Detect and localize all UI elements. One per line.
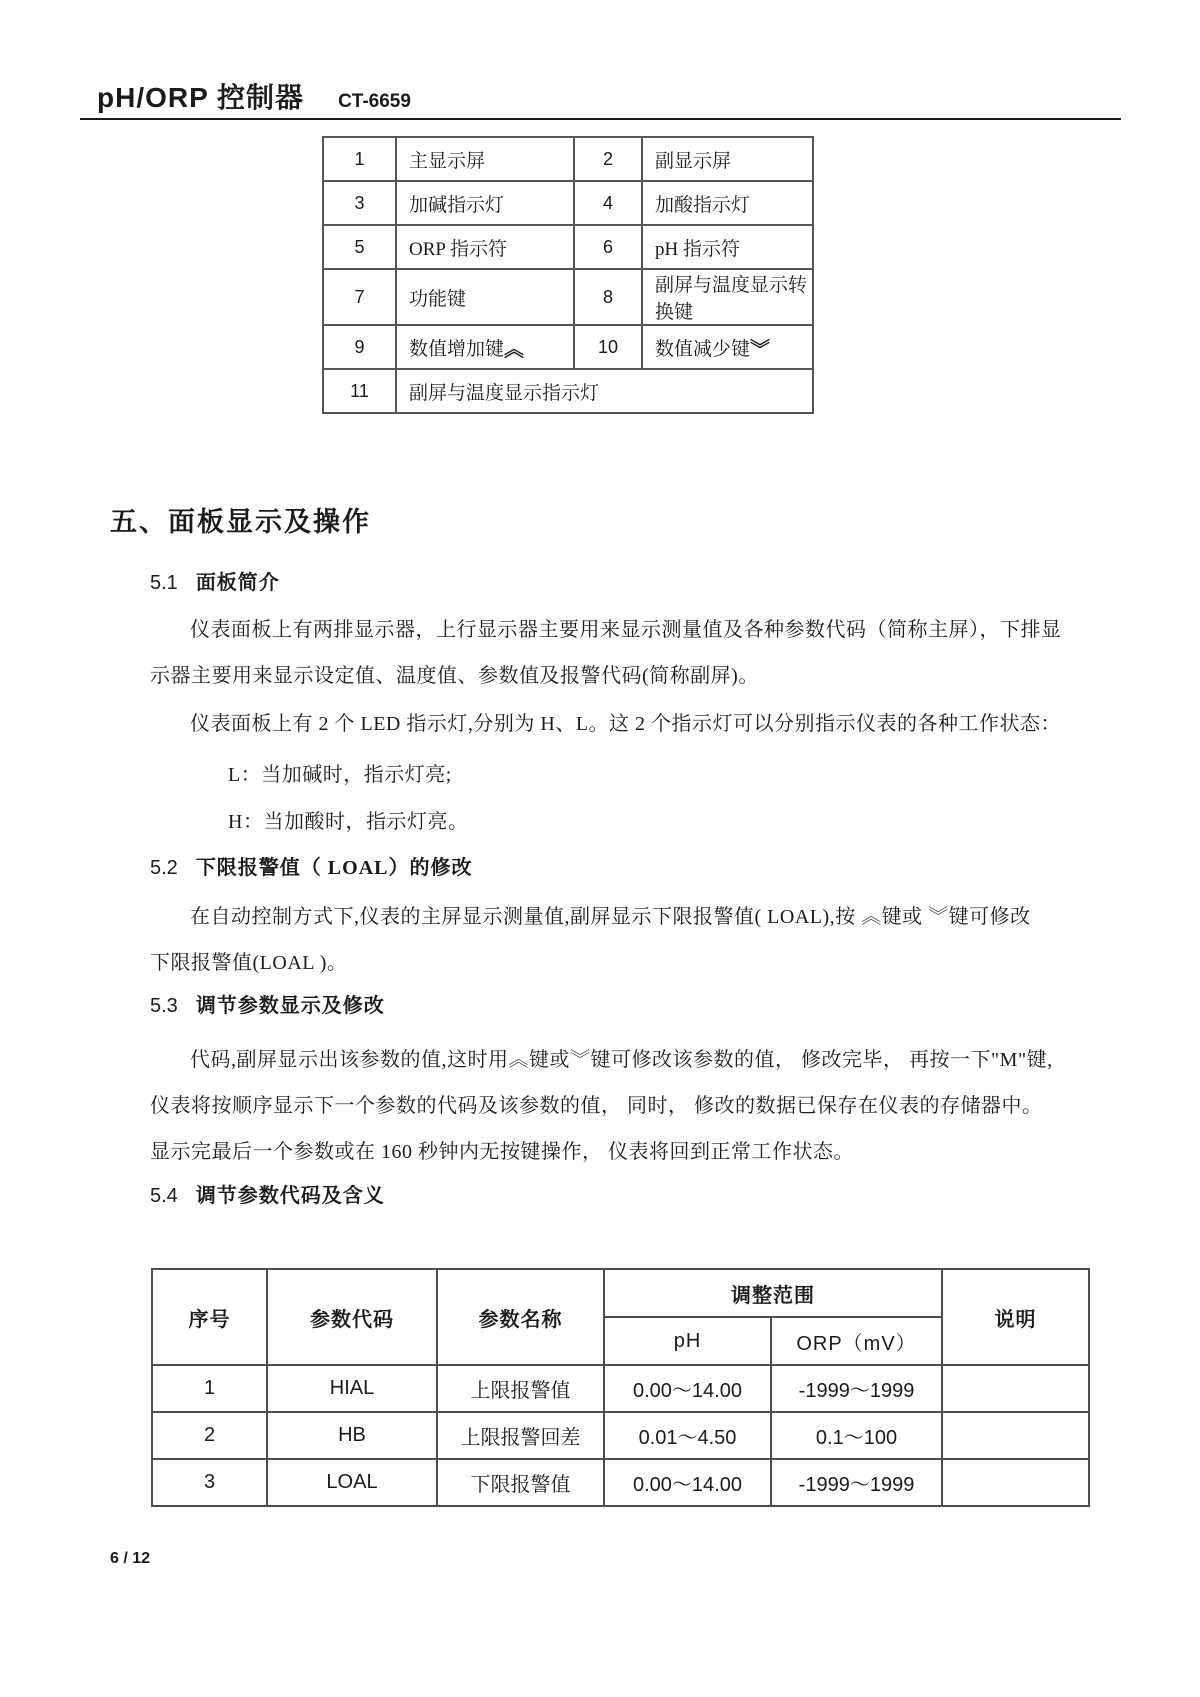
subsection-5-1-heading <box>150 566 280 595</box>
item-number: 10 <box>574 325 642 369</box>
text-line: 显示完最后一个参数或在 160 秒钟内无按键操作， 仪表将回到正常工作状态。 <box>150 1141 854 1163</box>
parameter-table <box>151 1268 1090 1507</box>
param-index: 3 <box>152 1459 267 1506</box>
paragraph <box>150 894 1031 986</box>
param-index: 2 <box>152 1412 267 1459</box>
subsection-title: 下限报警值（ LOAL）的修改 <box>195 857 473 879</box>
param-note <box>942 1365 1089 1412</box>
doc-model-number: CT-6659 <box>338 91 411 112</box>
header-rule <box>80 118 1121 120</box>
param-code: HB <box>267 1412 437 1459</box>
param-note <box>942 1412 1089 1459</box>
table-row <box>323 269 813 325</box>
item-number: 5 <box>323 225 396 269</box>
page-header <box>97 76 411 116</box>
param-name: 下限报警值 <box>437 1459 604 1506</box>
subsection-number: 5.3 <box>150 995 178 1017</box>
item-label: 加碱指示灯 <box>396 181 574 225</box>
doc-title: pH/ORP 控制器 <box>97 82 305 113</box>
param-orp-range: -1999～1999 <box>771 1459 942 1506</box>
col-header-code: 参数代码 <box>267 1269 437 1365</box>
item-number: 7 <box>323 269 396 325</box>
param-name: 上限报警回差 <box>437 1412 604 1459</box>
col-header-range: 调整范围 <box>604 1269 942 1317</box>
table-row <box>323 137 813 181</box>
subsection-title: 调节参数显示及修改 <box>195 995 385 1017</box>
double-down-chevron-icon: ︾ <box>750 338 771 361</box>
subsection-title: 调节参数代码及含义 <box>195 1185 385 1207</box>
item-number: 2 <box>574 137 642 181</box>
item-label: 副屏与温度显示转换键 <box>642 269 813 325</box>
text-line: 仪表将按顺序显示下一个参数的代码及该参数的值， 同时， 修改的数据已保存在仪表的存储器中。 <box>150 1095 1043 1117</box>
item-label: 主显示屏 <box>396 137 574 181</box>
param-orp-range: 0.1～100 <box>771 1412 942 1459</box>
table-row <box>323 181 813 225</box>
item-number: 3 <box>323 181 396 225</box>
table-row <box>323 325 813 369</box>
subsection-number: 5.1 <box>150 572 178 594</box>
table-row <box>152 1412 1089 1459</box>
table-header-row <box>152 1269 1089 1317</box>
text-line: 代码,副屏显示出该参数的值,这时用︽键或︾键可修改该参数的值， 修改完毕， 再按一下"M"键, <box>190 1049 1053 1071</box>
subsection-title: 面板简介 <box>195 572 280 594</box>
item-number: 11 <box>323 369 396 413</box>
item-number: 6 <box>574 225 642 269</box>
param-ph-range: 0.00～14.00 <box>604 1459 771 1506</box>
subsection-number: 5.4 <box>150 1185 178 1207</box>
subsection-5-3-heading <box>150 989 385 1018</box>
section-heading: 五、面板显示及操作 <box>110 507 371 537</box>
table-row <box>152 1459 1089 1506</box>
subsection-5-2-heading <box>150 851 473 880</box>
param-note <box>942 1459 1089 1506</box>
text-line: 仪表面板上有两排显示器，上行显示器主要用来显示测量值及各种参数代码（简称主屏），下排显 <box>190 619 1062 641</box>
increase-key-label: 数值增加键 <box>409 338 505 360</box>
text-line: 下限报警值(LOAL )。 <box>150 952 348 974</box>
param-orp-range: -1999～1999 <box>771 1365 942 1412</box>
col-header-ph: pH <box>604 1317 771 1365</box>
item-label: 加酸指示灯 <box>642 181 813 225</box>
param-ph-range: 0.00～14.00 <box>604 1365 771 1412</box>
text-line: 在自动控制方式下,仪表的主屏显示测量值,副屏显示下限报警值( LOAL),按 ︽键或 ︾键可修改 <box>190 906 1031 928</box>
param-code: LOAL <box>267 1459 437 1506</box>
col-header-note: 说明 <box>942 1269 1089 1365</box>
item-label: 功能键 <box>396 269 574 325</box>
table-row <box>323 225 813 269</box>
param-code: HIAL <box>267 1365 437 1412</box>
item-label: 副屏与温度显示指示灯 <box>396 369 813 413</box>
item-number: 9 <box>323 325 396 369</box>
col-header-orp: ORP（mV） <box>771 1317 942 1365</box>
double-up-chevron-icon: ︽ <box>504 338 525 361</box>
param-index: 1 <box>152 1365 267 1412</box>
led-h-description: H：当加酸时，指示灯亮。 <box>228 811 469 833</box>
col-header-name: 参数名称 <box>437 1269 604 1365</box>
paragraph <box>150 701 1061 747</box>
led-l-description: L：当加碱时，指示灯亮; <box>228 764 452 786</box>
table-row <box>323 369 813 413</box>
decrease-key-label: 数值减少键 <box>655 338 751 360</box>
page-number: 6 / 12 <box>110 1550 151 1567</box>
col-header-index: 序号 <box>152 1269 267 1365</box>
item-label <box>396 325 574 369</box>
subsection-number: 5.2 <box>150 857 178 879</box>
item-number: 4 <box>574 181 642 225</box>
text-line: 仪表面板上有 2 个 LED 指示灯,分别为 H、L。这 2 个指示灯可以分别指示仪表的各种工作状态： <box>190 713 1062 735</box>
item-label: pH 指示符 <box>642 225 813 269</box>
item-label <box>642 325 813 369</box>
item-label: ORP 指示符 <box>396 225 574 269</box>
item-number: 1 <box>323 137 396 181</box>
table-row <box>152 1365 1089 1412</box>
param-name: 上限报警值 <box>437 1365 604 1412</box>
paragraph <box>150 1037 1053 1175</box>
item-label: 副显示屏 <box>642 137 813 181</box>
paragraph <box>150 607 1062 699</box>
text-line: 示器主要用来显示设定值、温度值、参数值及报警代码(简称副屏)。 <box>150 665 759 687</box>
panel-legend-table <box>322 136 814 414</box>
item-number: 8 <box>574 269 642 325</box>
subsection-5-4-heading <box>150 1179 385 1208</box>
param-ph-range: 0.01～4.50 <box>604 1412 771 1459</box>
